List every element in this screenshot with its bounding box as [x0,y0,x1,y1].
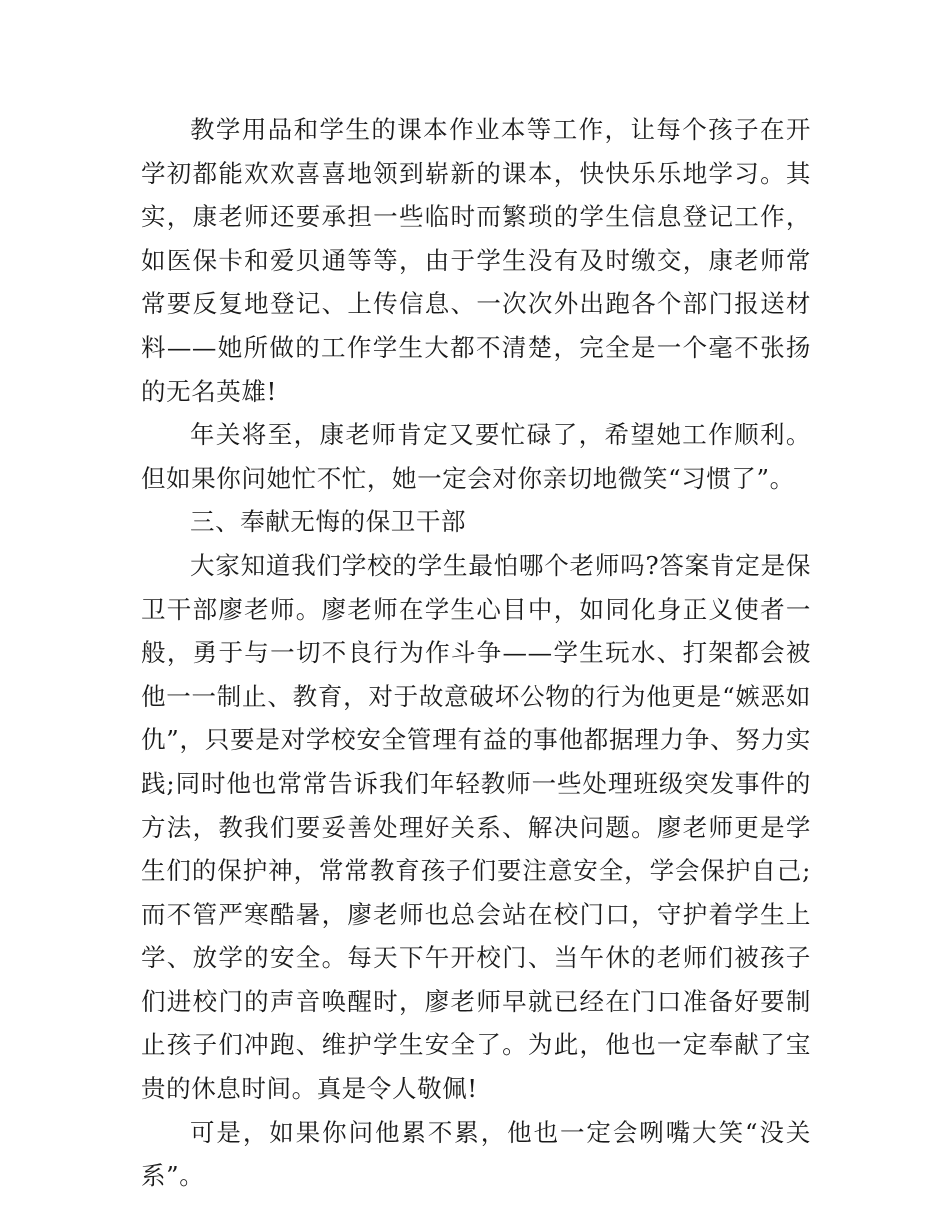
paragraph-kang-work: 教学用品和学生的课本作业本等工作，让每个孩子在开学初都能欢欢喜喜地领到崭新的课本，快快乐乐地学习。其实，康老师还要承担一些临时而繁琐的学生信息登记工作，如医保卡和爱贝通等等，由于学生没有及时缴交，康老师常常要反复地登记、上传信息、一次次外出跑各个部门报送材料——她所做的工作学生大都不清楚，完全是一个毫不张扬的无名英雄! [141,115,811,406]
paragraph-liao-guard: 大家知道我们学校的学生最怕哪个老师吗?答案肯定是保卫干部廖老师。廖老师在学生心目中，如同化身正义使者一般，勇于与一切不良行为作斗争——学生玩水、打架都会被他一一制止、教育，对于故意破坏公物的行为他更是“嫉恶如仇”，只要是对学校安全管理有益的事他都据理力争、努力实践;同时他也常常告诉我们年轻教师一些处理班级突发事件的方法，教我们要妥善处理好关系、解决问题。廖老师更是学生们的保护神，常常教育孩子们要注意安全，学会保护自己;而不管严寒酷暑，廖老师也总会站在校门口，守护着学生上学、放学的安全。每天下午开校门、当午休的老师们被孩子们进校门的声音唤醒时，廖老师早就已经在门口准备好要制止孩子们冲跑、维护学生安全了。为此，他也一定奉献了宝贵的休息时间。真是令人敬佩! [141,550,811,1104]
section-heading: 三、奉献无悔的保卫干部 [190,507,467,537]
paragraph-kang-new-year: 年关将至，康老师肯定又要忙碌了，希望她工作顺利。但如果你问她忙不忙，她一定会对你亲切地微笑“习惯了”。 [141,420,811,493]
paragraph-liao-closing: 可是，如果你问他累不累，他也一定会咧嘴大笑“没关系”。 [141,1117,811,1191]
document-body [141,108,811,1198]
